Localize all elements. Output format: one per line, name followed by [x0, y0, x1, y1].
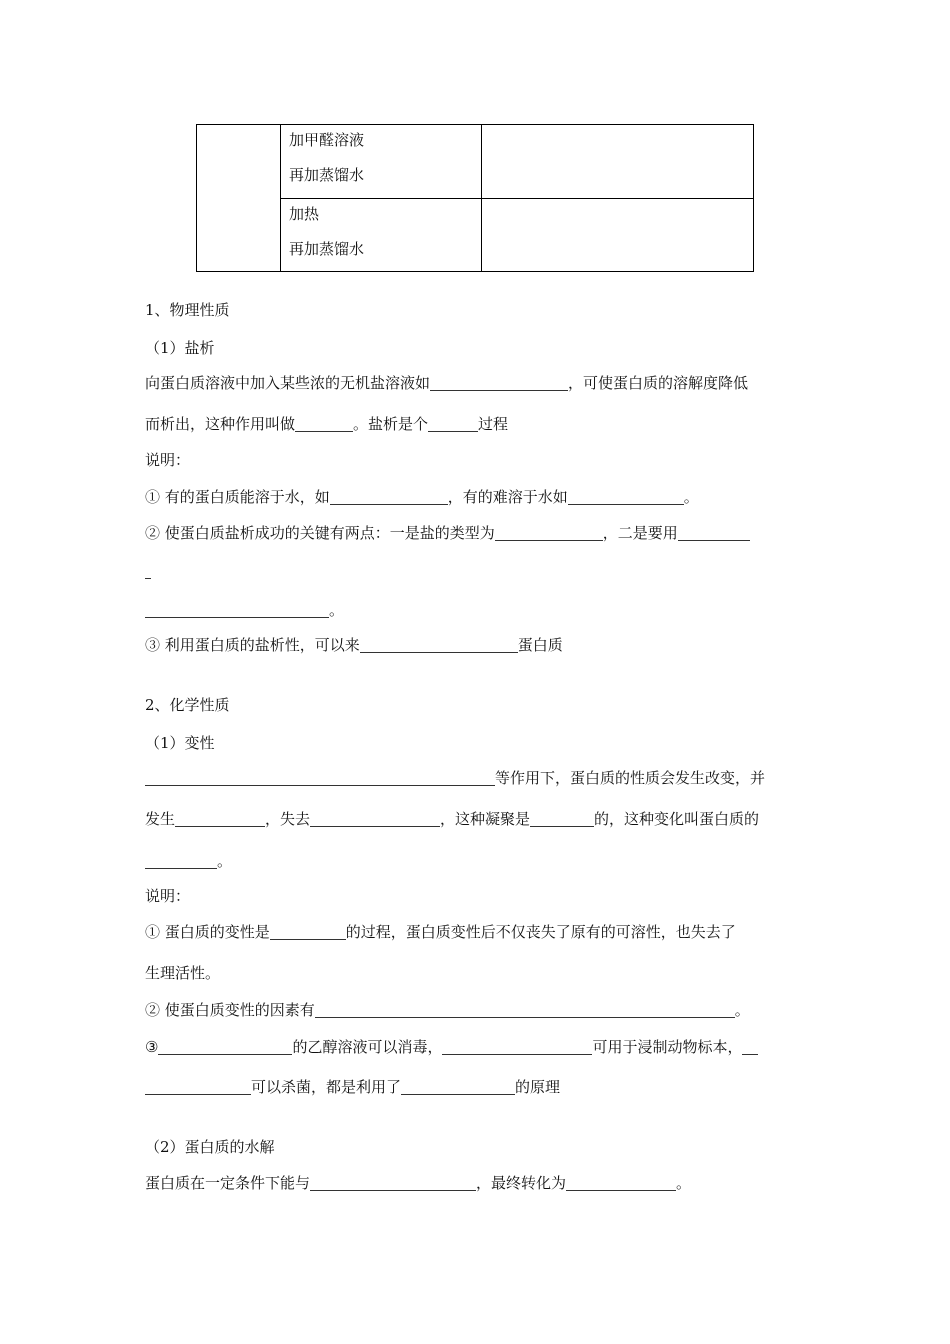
text-segment: ，最终转化为 — [476, 1174, 567, 1192]
text-segment: ② 使蛋白质变性的因素有 — [145, 1001, 315, 1019]
text-segment: 的乙醇溶液可以消毒， — [292, 1038, 443, 1056]
experiment-table — [196, 124, 754, 272]
paragraph-line — [145, 851, 232, 871]
fill-blank — [742, 1039, 758, 1055]
paragraph-line — [145, 635, 563, 655]
text-segment: 过程 — [478, 415, 509, 433]
paragraph-line — [145, 922, 736, 942]
fill-blank — [310, 811, 440, 827]
paragraph-line — [145, 1037, 758, 1057]
text-segment: 。 — [683, 488, 699, 506]
fill-blank — [360, 637, 518, 653]
paragraph-line — [145, 1077, 560, 1097]
fill-blank — [315, 1002, 735, 1018]
fill-blank — [145, 563, 151, 579]
subsection-title: （1）盐析 — [145, 339, 215, 357]
fill-blank — [678, 525, 750, 541]
table-cell-text: 加热 — [289, 205, 320, 223]
paragraph-line — [145, 1000, 750, 1020]
text-segment: 蛋白质在一定条件下能与 — [145, 1174, 311, 1192]
paragraph-line — [145, 1173, 691, 1193]
text-segment: ，这种凝聚是 — [440, 810, 531, 828]
text-segment: 向蛋白质溶液中加入某些浓的无机盐溶液如 — [145, 374, 431, 392]
text-segment: 。 — [217, 852, 233, 870]
note-label: 说明： — [145, 451, 191, 469]
fill-blank — [442, 1039, 592, 1055]
fill-blank — [428, 416, 478, 432]
subsection-title: （2）蛋白质的水解 — [145, 1138, 275, 1156]
table-cell-text: 再加蒸馏水 — [289, 166, 365, 184]
text-segment: ③ 利用蛋白质的盐析性，可以来 — [145, 636, 360, 654]
fill-blank — [401, 1079, 515, 1095]
paragraph-line: 生理活性。 — [145, 964, 221, 982]
table-cell-text: 再加蒸馏水 — [289, 240, 365, 258]
fill-blank — [145, 1079, 251, 1095]
section-title: 2、化学性质 — [145, 696, 230, 714]
paragraph-line — [145, 809, 759, 829]
text-segment: 蛋白质 — [517, 636, 563, 654]
table-row-divider — [280, 198, 753, 199]
fill-blank — [158, 1039, 292, 1055]
text-segment: ③ — [145, 1038, 159, 1056]
text-segment: ，失去 — [265, 810, 311, 828]
table-cell-text: 加甲醛溶液 — [289, 131, 365, 149]
fill-blank — [330, 489, 448, 505]
paragraph-line — [145, 414, 508, 434]
paragraph-line — [145, 373, 748, 393]
fill-blank — [145, 770, 495, 786]
fill-blank — [530, 811, 594, 827]
fill-blank — [495, 525, 603, 541]
fill-blank — [310, 1175, 476, 1191]
text-segment: 而析出，这种作用叫做 — [145, 415, 296, 433]
fill-blank — [430, 375, 568, 391]
section-title: 1、物理性质 — [145, 301, 230, 319]
text-segment: ，有的难溶于水如 — [447, 488, 568, 506]
paragraph-line — [145, 768, 765, 788]
paragraph-line — [145, 523, 750, 543]
text-segment: 发生 — [145, 810, 176, 828]
note-label: 说明： — [145, 887, 191, 905]
text-segment: 的过程，蛋白质变性后不仅丧失了原有的可溶性，也失去了 — [345, 923, 736, 941]
text-segment: ，二是要用 — [602, 524, 678, 542]
text-segment: 等作用下，蛋白质的性质会发生改变，并 — [495, 769, 766, 787]
fill-blank — [270, 924, 346, 940]
text-segment: 可以杀菌，都是利用了 — [251, 1078, 402, 1096]
paragraph-line — [145, 561, 151, 581]
fill-blank — [566, 1175, 676, 1191]
text-segment: 。 — [676, 1174, 692, 1192]
paragraph-line — [145, 487, 699, 507]
text-segment: ② 使蛋白质盐析成功的关键有两点：一是盐的类型为 — [145, 524, 495, 542]
paragraph-line — [145, 600, 344, 620]
fill-blank — [145, 853, 217, 869]
fill-blank — [295, 416, 353, 432]
text-segment: ① 蛋白质的变性是 — [145, 923, 270, 941]
text-segment: 的原理 — [515, 1078, 561, 1096]
text-segment: ① 有的蛋白质能溶于水，如 — [145, 488, 330, 506]
text-segment: 。 — [329, 601, 345, 619]
text-segment: 可用于浸制动物标本， — [592, 1038, 743, 1056]
fill-blank — [568, 489, 684, 505]
text-segment: ，可使蛋白质的溶解度降低 — [568, 374, 749, 392]
text-segment: 。盐析是个 — [353, 415, 429, 433]
subsection-title: （1）变性 — [145, 734, 215, 752]
text-segment: 的，这种变化叫蛋白质的 — [594, 810, 760, 828]
fill-blank — [175, 811, 265, 827]
fill-blank — [145, 602, 329, 618]
text-segment: 。 — [734, 1001, 750, 1019]
